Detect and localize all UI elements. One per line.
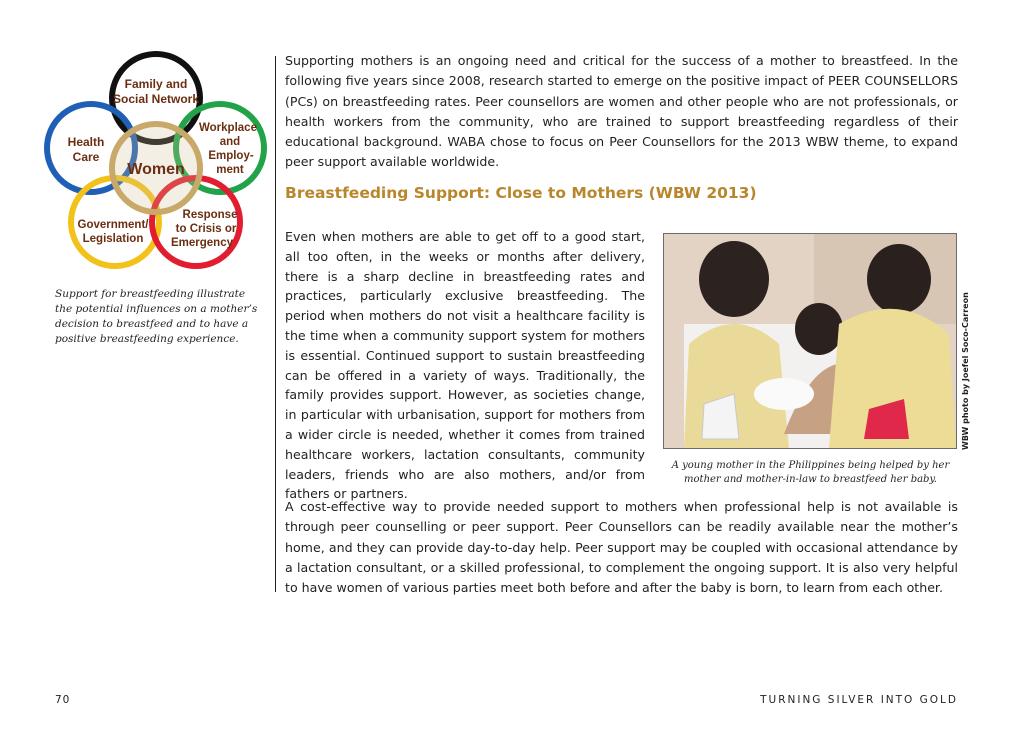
book-title: TURNING SILVER INTO GOLD (760, 694, 958, 706)
label-family-1: Family and (124, 77, 188, 91)
photo-credit (961, 292, 971, 580)
label-gov-1: Government/ (77, 219, 149, 231)
label-health-1: Health (67, 135, 105, 149)
label-resp-1: Response (182, 209, 238, 221)
closing-paragraph: A cost-effective way to provide needed support to mothers when professional help is not available is through peer counselling or peer support. Peer Counsellors can be readily available near the mother’s home, and they can provide day-to-day help. Peer support may be coupled with occasional attendance by a lactation consultant, or a skilled professional, to complement the ongoing support. It is also very helpful to have women of various parties meet both before and after the baby is born, to learn from each other. (285, 499, 958, 596)
label-gov-2: Legislation (82, 233, 144, 245)
label-family-2: Social Network (112, 92, 200, 106)
section-heading: Breastfeeding Support: Close to Mothers (WBW 2013) (285, 184, 757, 202)
label-work-3: Employ- (208, 150, 254, 162)
label-resp-3: Emergency (170, 237, 234, 249)
label-work-4: ment (216, 164, 244, 176)
mother-support-photo (663, 233, 957, 449)
column-divider (275, 56, 276, 592)
photo-caption: A young mother in the Philippines being helped by her mother and mother-in-law to breastfeed her baby. (671, 460, 950, 485)
label-work-2: and (219, 136, 241, 148)
support-rings-diagram (40, 50, 275, 275)
body-paragraph: Even when mothers are able to get off to a good start, all too often, in the weeks or months after delivery, there is a sharp decline in breastfeeding rates and practices, particularly exclusive breastfeeding. The period when mothers do not visit a healthcare facility is the time when a community support system for mothers is essential. Continued support to sustain breastfeeding can be offered in a variety of ways. Traditionally, the family provides support. However, as societies change, in particular with urbanisation, support for mothers from a wider circle is needed, whether it comes from trained healthcare workers, lactation consultants, community leaders, friends who are also mothers, and/or from fathers or partners. (285, 229, 645, 502)
label-health-2: Care (72, 150, 100, 164)
label-resp-2: to Crisis or (175, 223, 237, 235)
intro-paragraph: Supporting mothers is an ongoing need and critical for the success of a mother to breastfeed. In the following five years since 2008, research started to emerge on the positive impact of PEER COUNSELLORS (PCs) on breastfeeding rates. Peer counsellors are women and other people who are not professionals, or health workers from the community, who are trained to support breastfeeding regardless of their educational background. WABA chose to focus on Peer Counsellors for the 2013 WBW theme, to expand peer support available worldwide. (285, 53, 958, 170)
label-work-1: Workplace (199, 122, 257, 134)
photo-credit-text: WBW photo by Joefel Soco-Carreon (961, 292, 970, 450)
label-women: Women (127, 161, 185, 178)
page-number: 70 (55, 694, 71, 706)
diagram-caption: Support for breastfeeding illustrate the potential influences on a mother’s decision to breastfeed and to have a positive breastfeeding experience. (55, 288, 258, 345)
